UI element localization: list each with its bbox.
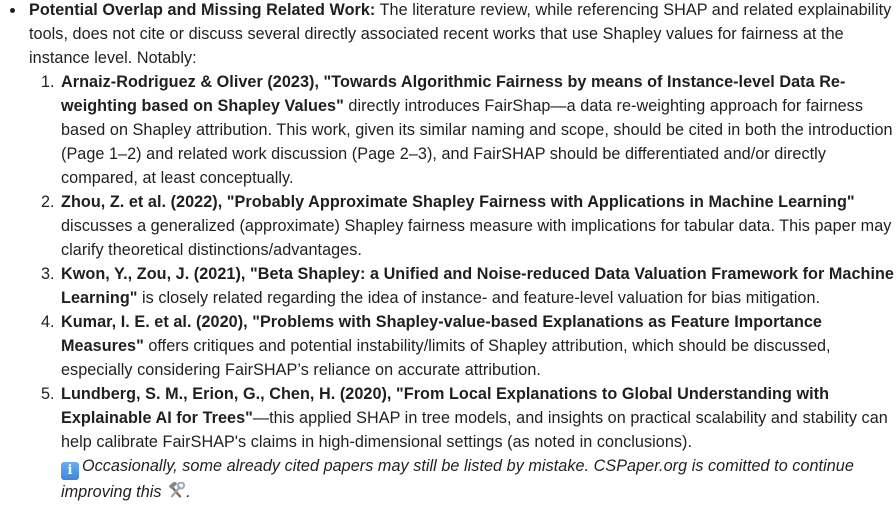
- reference-list: [29, 70, 896, 504]
- bullet-item-missing-related-work: [29, 0, 896, 504]
- section-title: Potential Overlap and Missing Related Work:: [29, 1, 376, 19]
- reference-number: 3.: [41, 265, 55, 283]
- reference-item: [41, 310, 896, 382]
- hammer-and-wrench-icon: [166, 482, 186, 500]
- reference-item: [41, 382, 896, 504]
- reference-comment: offers critiques and potential instability/limits of Shapley attribution, which should be discussed, especially considering FairSHAP’s reliance on accurate attribution.: [61, 337, 831, 379]
- reference-item: [41, 70, 896, 190]
- reference-citation: Kwon, Y., Zou, J. (2021), "Beta Shapley: a Unified and Noise-reduced Data Valuation Framework for Machine Learning": [61, 265, 894, 307]
- reference-item: [41, 190, 896, 262]
- reference-citation: Lundberg, S. M., Erion, G., Chen, H. (2020), "From Local Explanations to Global Understanding with Explainable AI for Trees": [61, 385, 830, 427]
- information-icon: i: [61, 462, 79, 480]
- reference-citation: Kumar, I. E. et al. (2020), "Problems with Shapley-value-based Explanations as Feature Importance Measures": [61, 313, 822, 355]
- reference-citation: Zhou, Z. et al. (2022), "Probably Approximate Shapley Fairness with Applications in Machine Learning": [61, 193, 855, 211]
- reference-item: [41, 262, 896, 310]
- reference-citation: Arnaiz-Rodriguez & Oliver (2023), "Towards Algorithmic Fairness by means of Instance-level Data Re-weighting based on Shapley Values": [61, 73, 846, 115]
- disclaimer-note: [61, 454, 896, 504]
- reference-comment: is closely related regarding the idea of instance- and feature-level valuation for bias mitigation.: [137, 289, 821, 307]
- section-intro: The literature review, while referencing SHAP and related explainability tools, does not cite or discuss several directly associated recent works that use Shapley values for fairness at the instance level. Notably:: [29, 1, 892, 67]
- reference-number: 4.: [41, 313, 55, 331]
- reference-comment: directly introduces FairShap—a data re-weighting approach for fairness based on Shapley attribution. This work, given its similar naming and scope, should be cited in both the introduction (Page 1–2) and related work discussion (Page 2–3), and FairSHAP should be differentiated and/or directly compared, at least conceptually.: [61, 97, 893, 187]
- disclaimer-end: .: [186, 483, 191, 501]
- reference-number: 5.: [41, 385, 55, 403]
- reference-comment: —this applied SHAP in tree models, and insights on practical scalability and stability can help calibrate FairSHAP's claims in high-dimensional settings (as noted in conclusions).: [61, 409, 888, 451]
- disclaimer-text: Occasionally, some already cited papers may still be listed by mistake. CSPaper.org is comitted to continue improving this: [61, 457, 854, 501]
- bullet-dot: [10, 8, 15, 13]
- reference-number: 2.: [41, 193, 55, 211]
- reference-number: 1.: [41, 73, 55, 91]
- reference-comment: discusses a generalized (approximate) Shapley fairness measure with implications for tabular data. This paper may clarify theoretical distinctions/advantages.: [61, 217, 892, 259]
